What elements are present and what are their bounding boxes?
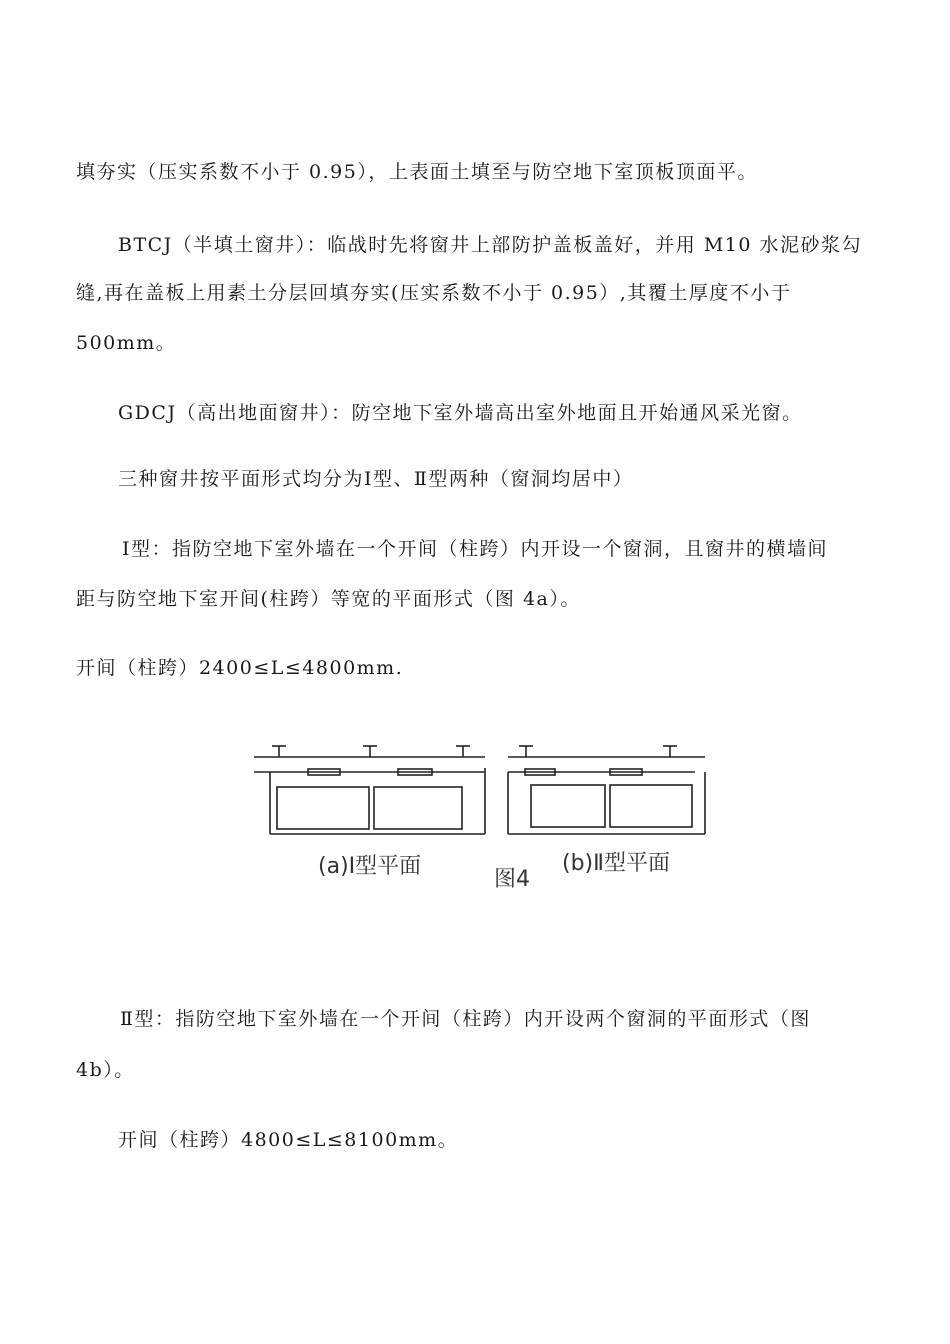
paragraph-line: 缝,再在盖板上用素土分层回填夯实(压实系数不小于 0.95）,其覆土厚度不小于	[76, 282, 792, 304]
figure-4	[250, 738, 710, 898]
figure-caption-a: (a)Ⅰ型平面	[318, 854, 422, 879]
paragraph-line: 填夯实（压实系数不小于 0.95），上表面土填至与防空地下室顶板顶面平。	[76, 161, 758, 183]
paragraph-line: 距与防空地下室开间(柱跨）等宽的平面形式（图 4a）。	[76, 588, 581, 610]
paragraph-line: 开间（柱跨）4800≤L≤8100mm。	[118, 1129, 459, 1151]
paragraph-line: 4b）。	[76, 1059, 135, 1081]
paragraph-line: Ⅰ型：指防空地下室外墙在一个开间（柱跨）内开设一个窗洞，且窗井的横墙间	[122, 538, 829, 560]
figure-caption-center: 图4	[494, 867, 530, 892]
paragraph-line: 开间（柱跨）2400≤L≤4800mm.	[76, 657, 404, 679]
type-2-plan	[508, 746, 705, 834]
figure-caption-b: (b)Ⅱ型平面	[562, 851, 670, 876]
type-1-plan	[254, 746, 485, 834]
paragraph-line: BTCJ（半填土窗井）：临战时先将窗井上部防护盖板盖好，并用 M10 水泥砂浆勾	[118, 234, 863, 256]
paragraph-line: Ⅱ型：指防空地下室外墙在一个开间（柱跨）内开设两个窗洞的平面形式（图	[120, 1008, 811, 1030]
paragraph-line: 三种窗井按平面形式均分为Ⅰ型、Ⅱ型两种（窗洞均居中）	[118, 468, 634, 490]
window-well-plan-drawing	[250, 738, 710, 898]
paragraph-line: GDCJ（高出地面窗井）：防空地下室外墙高出室外地面且开始通风采光窗。	[118, 402, 803, 424]
paragraph-line: 500mm。	[76, 332, 177, 354]
